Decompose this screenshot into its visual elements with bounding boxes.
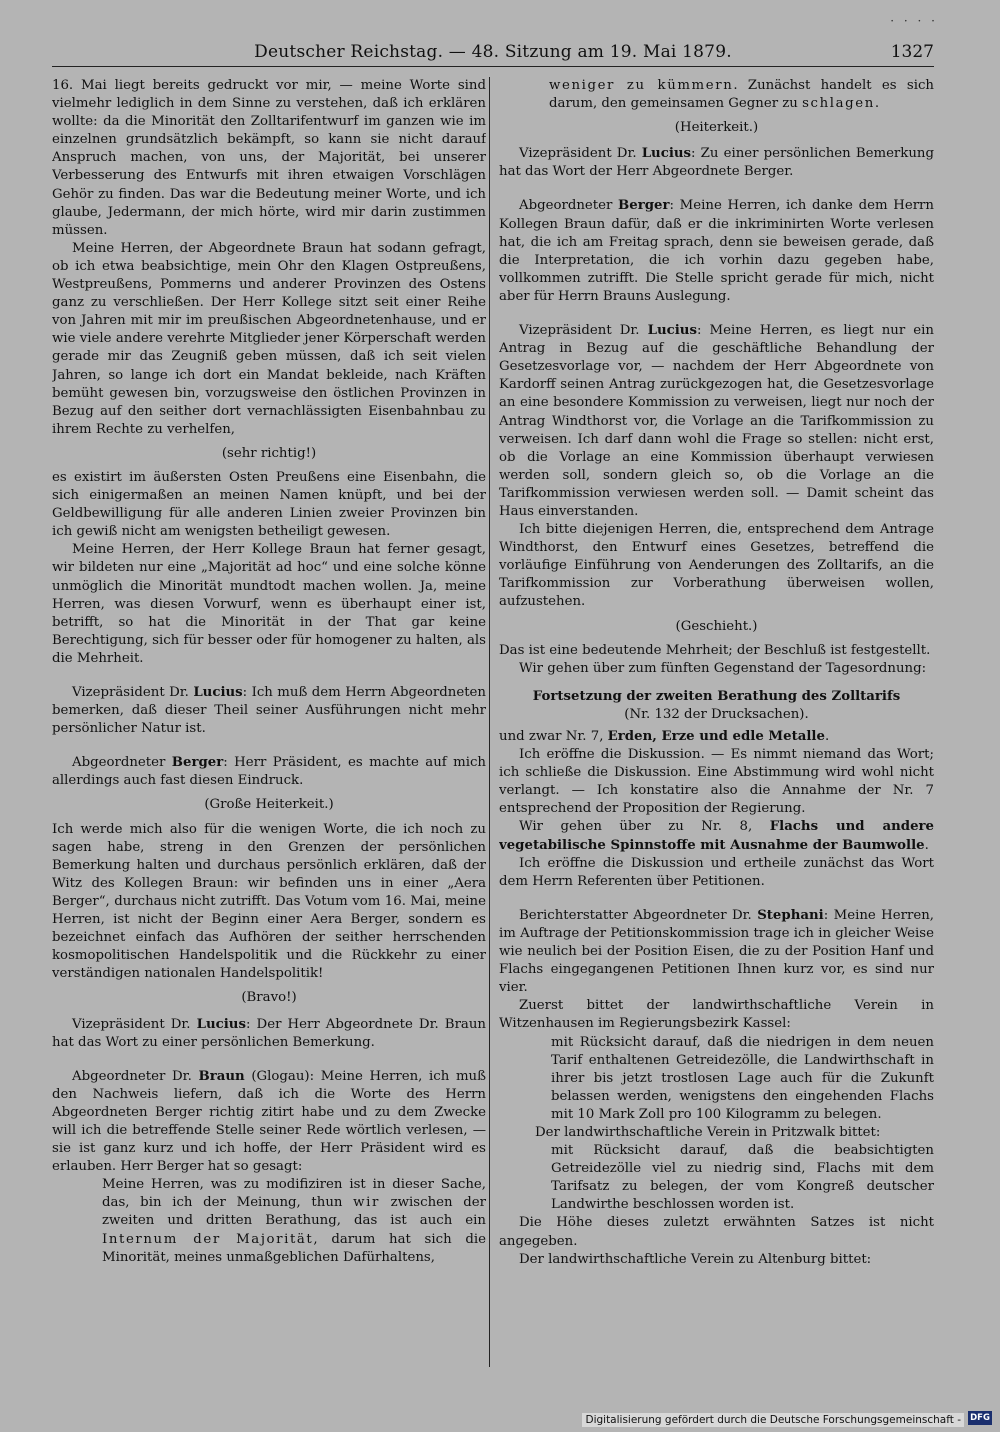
speaker-name: Lucius xyxy=(641,146,692,162)
corner-marks: · · · · xyxy=(890,14,938,28)
speaker-role: Abgeordneter xyxy=(519,198,619,214)
speech-paragraph xyxy=(499,197,934,306)
paragraph: Ich werde mich also für die wenigen Worte, die ich noch zu sagen habe, streng in den Grenzen der persönlichen Bemerkung halten und durchaus persönlich erklären, daß der Witz des Kollegen Braun: wir befinden uns in einer „Aera Berger“, durchaus nicht zutrifft. Das Votum vom 16. Mai, meine Herren, ist nicht der Beginn einer Aera Berger, sondern es bezeichnet einfach das Aufhören der seither herrschenden kosmopolitischen Handelspolitik und die Rückkehr zu einer verständigen nationalen Handelspolitik! xyxy=(52,821,486,982)
speech-text: : Meine Herren, ich danke dem Herrn Kollegen Braun dafür, daß er die inkriminirten Worte verlesen hat, die ich am Freitag sprach, denn sie beweisen gerade, daß die Interpretation, die ich vorhin dazu gegeben habe, vollkommen zutrifft. Die Stelle spricht gerade für mich, nicht aber für Herrn Brauns Auslegung. xyxy=(499,198,934,304)
paragraph: Das ist eine bedeutende Mehrheit; der Beschluß ist festgestellt. xyxy=(499,642,931,658)
speaker-name: Braun xyxy=(198,1068,245,1084)
speaker-name: Lucius xyxy=(193,685,243,700)
emphasis: schlagen xyxy=(802,96,875,112)
speech-text: : Ich muß dem Herrn Abgeordneten bemerken, daß dieser Theil seiner Ausführungen nicht mehr persönlicher Natur ist. xyxy=(52,685,486,737)
digitization-credit: Digitalisierung gefördert durch die Deutsche Forschungsgemeinschaft - xyxy=(582,1413,964,1427)
petition-text: mit Rücksicht darauf, daß die beabsichtigten Getreidezölle viel zu niedrig sind, Flachs mit dem Tarifsatz zu belegen, der vom Kongreß deutscher Landwirthe beschlossen worden ist. xyxy=(551,1143,934,1213)
paragraph: Der landwirthschaftliche Verein in Pritzwalk bittet: xyxy=(535,1124,881,1140)
column-divider xyxy=(489,77,490,1367)
speech-text: : Zu einer persönlichen Bemerkung hat das Wort der Herr Abgeordnete Berger. xyxy=(499,146,934,180)
paragraph: 16. Mai liegt bereits gedruckt vor mir, — meine Worte sind vielmehr lediglich in dem Sinne zu verstehen, daß ich erklären wollte: da die Minorität den Zolltarifentwurf im ganzen wie im einzelnen grundsätzlich bekämpft, so kann sie nicht darauf Anspruch machen, von uns, der Majorität, bei unserer Verbesserung des Entwurfs mit ihren etwaigen Vorschlägen Gehör zu finden. Das war die Bedeutung meiner Worte, und ich glaube, Jedermann, der mich hörte, wird mir darin zustimmen müssen. xyxy=(52,78,486,238)
paragraph: Ich bitte diejenigen Herren, die, entsprechend dem Antrage Windthorst, den Entwurf eines Gesetzes, betreffend die vorläufige Einführung von Aenderungen des Zolltarifs, an die Tarifkommission zur Vorberathung überweisen wollen, aufzustehen. xyxy=(499,522,934,610)
dfg-logo: DFG xyxy=(968,1411,992,1425)
stage-direction: (Geschieht.) xyxy=(675,618,758,634)
speaker-name: Lucius xyxy=(196,1016,246,1032)
paragraph: und zwar Nr. 7, Erden, Erze und edle Metalle. xyxy=(499,729,830,744)
paragraph: es existirt im äußersten Osten Preußens eine Eisenbahn, die sich einigermaßen an meinen Namen knüpft, und bei der Geldbewilligung für alle anderen Linien zweier Provinzen bin ich gewiß nicht am wenigsten betheiligt gewesen. xyxy=(52,469,486,540)
page-header xyxy=(52,40,934,67)
speech-paragraph xyxy=(499,907,934,997)
agenda-heading-ref: (Nr. 132 der Drucksachen). xyxy=(624,706,809,722)
speech-text: : Der Herr Abgeordnete Dr. Braun hat das Wort zu einer persönlichen Bemerkung. xyxy=(52,1016,486,1050)
speech-paragraph xyxy=(52,1068,486,1177)
paragraph: Meine Herren, der Herr Kollege Braun hat ferner gesagt, wir bildeten nur eine „Majorität ad hoc“ und eine solche könne unmöglich die Minorität mundtodt machen wollen. Ja, meine Herren, was diesen Vorwurf, wenn es überhaupt einer ist, betrifft, so hat die Minorität in der That gar keine Berechtigung, sich für besser oder für homogener zu halten, als die Mehrheit. xyxy=(52,542,486,666)
agenda-item: Erden, Erze und edle Metalle xyxy=(607,729,825,744)
page-number: 1327 xyxy=(890,42,934,62)
speech-text: : Herr Präsident, es machte auf mich allerdings auch fast diesen Eindruck. xyxy=(52,755,486,789)
speaker-name: Berger xyxy=(618,198,670,214)
paragraph: Der landwirthschaftliche Verein zu Altenburg bittet: xyxy=(519,1251,872,1267)
stage-direction: (Heiterkeit.) xyxy=(674,120,759,136)
emphasis: wir xyxy=(353,1195,380,1211)
speaker-role: Abgeordneter xyxy=(72,755,172,771)
stage-direction: (Große Heiterkeit.) xyxy=(204,797,334,813)
speaker-name: Lucius xyxy=(647,323,697,339)
speech-paragraph xyxy=(499,322,934,521)
speaker-name: Stephani xyxy=(757,907,824,923)
speech-text: : Meine Herren, im Auftrage der Petitionskommission trage ich in gleicher Weise wie neulich bei der Position Eisen, die zu der Position Hanf und Flachs eingegangenen Petitionen Ihnen kurz vor, es sind nur vier. xyxy=(499,907,934,996)
speaker-name: Berger xyxy=(171,755,224,771)
speaker-role: Vizepräsident Dr. xyxy=(72,685,194,700)
speech-text: : Meine Herren, es liegt nur ein Antrag in Bezug auf die geschäftliche Behandlung der Gesetzesvorlage vor, — nachdem der Herr Abgeordnete von Kardorff seinen Antrag zurückgezogen hat, die Gesetzesvorlage an eine besondere Kommission zu verweisen, liegt nur noch der Antrag Windthorst vor, die Vorlage an die Tarifkommission zu verweisen. Ich darf dann wohl die Frage so stellen: nicht erst, ob die Vorlage an eine Kommission überhaupt verwiesen werden soll, sondern gleich so, ob die Vorlage an die Tarifkommission verwiesen werden soll. — Damit scheint das Haus einverstanden. xyxy=(499,323,934,519)
paragraph: Ich eröffne die Diskussion. — Es nimmt niemand das Wort; ich schließe die Diskussion. Eine Abstimmung wird wohl nicht verlangt. — Ich konstatire also die Annahme der Nr. 7 entsprechend der Proposition der Regierung. xyxy=(499,747,934,817)
agenda-heading-title: Fortsetzung der zweiten Berathung des Zolltarifs xyxy=(532,688,901,704)
paragraph: Meine Herren, der Abgeordnete Braun hat sodann gefragt, ob ich etwa beabsichtige, mein Ohr den Klagen Ostpreußens, Westpreußens, Pommerns und anderer Provinzen des Ostens ganz zu verschließen. Der Herr Kollege sitzt seit einer Reihe von Jahren mit mir im preußischen Abgeordnetenhause, und er wie viele andere verehrte Mitglieder jener Körperschaft werden gerade mir das Zeugniß geben müssen, daß ich seit vielen Jahren, so lange ich dort ein Mandat bekleide, nach Kräften bemüht gewesen bin, vorzugsweise den östlichen Provinzen in Bezug auf den seither dort vernachlässigten Eisenbahnbau zu ihrem Rechte zu verhelfen, xyxy=(52,240,486,437)
quotation: Meine Herren, was zu modifiziren ist in dieser Sache, das, bin ich der Meinung, thun wir zwischen der zweiten und dritten Berathung, das ist auch ein Internum der Majorität, darum hat sich die Minorität, meines unmaßgeblichen Dafürhaltens, xyxy=(102,1177,486,1265)
left-column xyxy=(52,77,486,1367)
emphasis: Internum der Majorität xyxy=(102,1231,314,1247)
paragraph: Wir gehen über zum fünften Gegenstand der Tagesordnung: xyxy=(519,660,927,676)
speaker-role: Berichterstatter Abgeordneter Dr. xyxy=(519,907,758,923)
paragraph: Zuerst bittet der landwirthschaftliche Verein in Witzenhausen im Regierungsbezirk Kassel: xyxy=(499,998,934,1032)
agenda-heading xyxy=(499,688,934,724)
petition-text: mit Rücksicht darauf, daß die niedrigen in dem neuen Tarif enthaltenen Getreidezölle, die Landwirthschaft in ihrer bis jetzt trostlosen Lage auch für die Zukunft belassen werden, wenigstens den eingehenden Flachs mit 10 Mark Zoll pro 100 Kilogramm zu belegen. xyxy=(551,1034,934,1122)
speech-paragraph xyxy=(499,145,934,181)
paragraph: Wir gehen über zu Nr. 8, Flachs und andere vegetabilische Spinnstoffe mit Ausnahme der Baumwolle. xyxy=(499,819,934,853)
speech-paragraph xyxy=(52,684,486,738)
right-column xyxy=(499,77,934,1367)
speaker-role: Vizepräsident Dr. xyxy=(519,146,642,162)
agenda-item: Flachs und andere vegetabilische Spinnstoffe mit Ausnahme der Baumwolle xyxy=(499,819,934,853)
stage-direction: (Bravo!) xyxy=(241,990,297,1006)
page-title: Deutscher Reichstag. — 48. Sitzung am 19. Mai 1879. xyxy=(254,42,732,62)
paragraph: Ich eröffne die Diskussion und ertheile zunächst das Wort dem Herrn Referenten über Petitionen. xyxy=(499,855,934,889)
stage-direction: (sehr richtig!) xyxy=(221,445,317,461)
speaker-role: Abgeordneter Dr. xyxy=(72,1068,199,1084)
speech-paragraph xyxy=(52,754,486,790)
speaker-role: Vizepräsident Dr. xyxy=(72,1016,197,1032)
quotation: weniger zu kümmern. Zunächst handelt es sich darum, den gemeinsamen Gegner zu schlagen. xyxy=(549,78,934,112)
speech-paragraph xyxy=(52,1016,486,1052)
emphasis: weniger zu kümmern xyxy=(549,78,734,93)
speech-text: (Glogau): Meine Herren, ich muß den Nachweis liefern, daß ich die Worte des Herrn Abgeordneten Berger richtig zitirt habe und zu dem Zwecke will ich die betreffende Stelle seiner Rede wörtlich verlesen, — sie ist ganz kurz und ich hoffe, der Herr Präsident wird es erlauben. Herr Berger hat so gesagt: xyxy=(52,1068,486,1175)
paragraph: Die Höhe dieses zuletzt erwähnten Satzes ist nicht angegeben. xyxy=(499,1215,934,1249)
speaker-role: Vizepräsident Dr. xyxy=(519,323,648,339)
